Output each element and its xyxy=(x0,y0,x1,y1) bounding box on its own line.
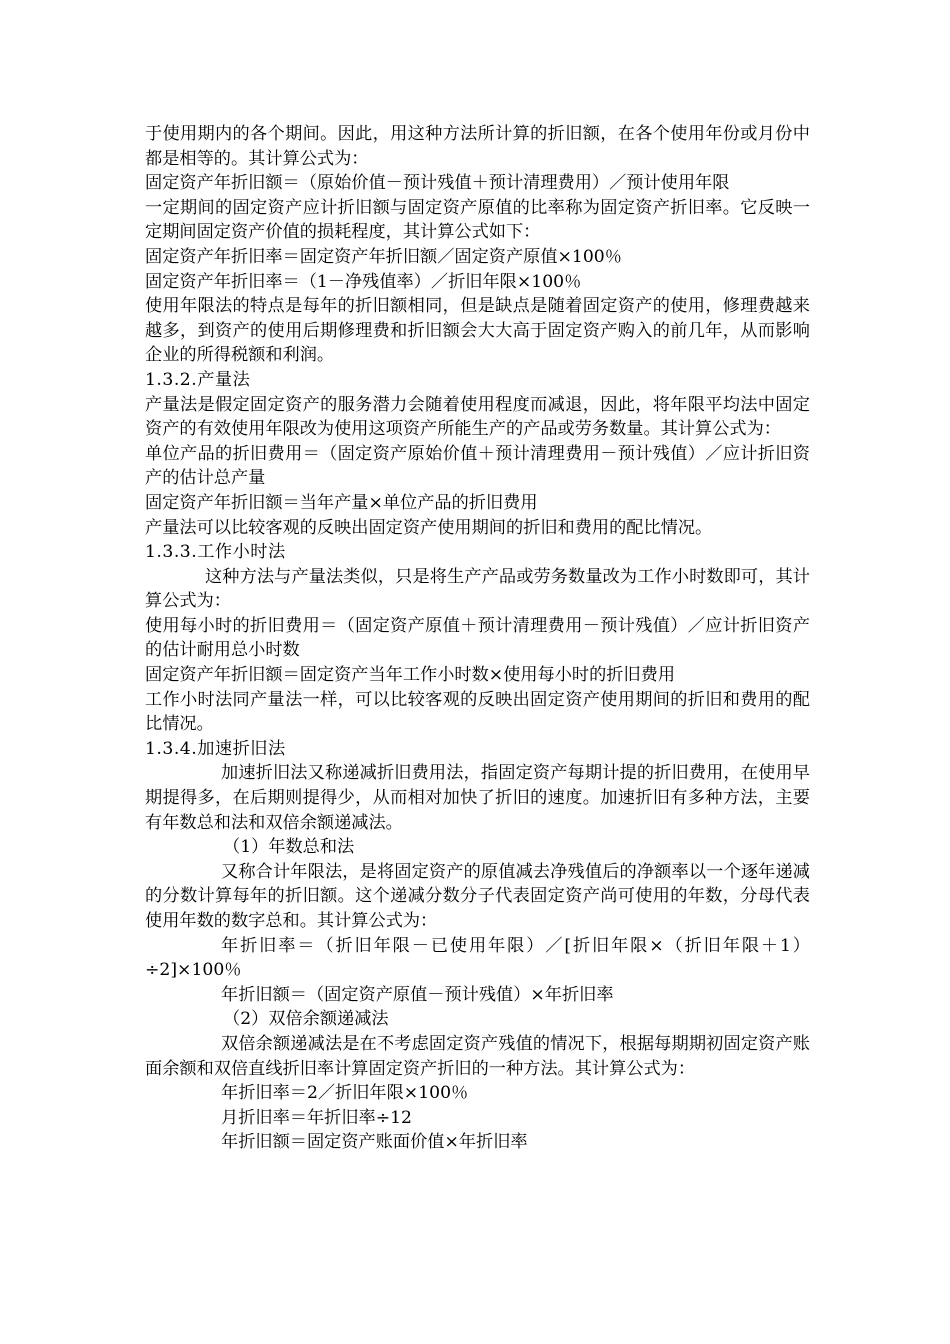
paragraph: 产量法可以比较客观的反映出固定资产使用期间的折旧和费用的配比情况。 xyxy=(145,517,713,538)
subsection-heading: （2）双倍余额递减法 xyxy=(223,1009,389,1030)
formula-line: 固定资产年折旧率＝（1－净残值率）／折旧年限×100％ xyxy=(145,271,582,292)
section-heading: 1.3.2.产量法 xyxy=(145,369,251,390)
paragraph: 一定期间的固定资产应计折旧额与固定资产原值的比率称为固定资产折旧率。它反映一定期间固定资产价值的损耗程度，其计算公式如下： xyxy=(145,197,810,243)
formula-line: 固定资产年折旧额＝（原始价值－预计残值＋预计清理费用）／预计使用年限 xyxy=(145,173,730,194)
paragraph: 工作小时法同产量法一样，可以比较客观的反映出固定资产使用期间的折旧和费用的配比情况。 xyxy=(145,689,810,735)
formula-line: 使用每小时的折旧费用＝（固定资产原值＋预计清理费用－预计残值）／应计折旧资产的估计耐用总小时数 xyxy=(145,615,810,661)
formula-line: 固定资产年折旧额＝固定资产当年工作小时数×使用每小时的折旧费用 xyxy=(145,665,676,686)
formula-line: 月折旧率＝年折旧率÷12 xyxy=(221,1107,412,1128)
paragraph: 于使用期内的各个期间。因此，用这种方法所计算的折旧额，在各个使用年份或月份中都是相等的。其计算公式为： xyxy=(145,124,810,169)
paragraph: 双倍余额递减法是在不考虑固定资产残值的情况下，根据每期期初固定资产账面余额和双倍直线折旧率计算固定资产折旧的一种方法。其计算公式为： xyxy=(145,1033,810,1079)
formula-line: 年折旧率＝（折旧年限－已使用年限）／[折旧年限×（折旧年限＋1）÷2]×100％ xyxy=(145,935,810,981)
paragraph: 产量法是假定固定资产的服务潜力会随着使用程度而减退，因此，将年限平均法中固定资产的有效使用年限改为使用这项资产所能生产的产品或劳务数量。其计算公式为： xyxy=(145,394,810,440)
document-page xyxy=(145,122,810,1155)
subsection-heading: （1）年数总和法 xyxy=(223,837,355,858)
section-heading: 1.3.3.工作小时法 xyxy=(145,542,286,563)
section-heading: 1.3.4.加速折旧法 xyxy=(145,738,286,759)
paragraph: 又称合计年限法，是将固定资产的原值减去净残值后的净额率以一个逐年递减的分数计算每年的折旧额。这个递减分数分子代表固定资产尚可使用的年数，分母代表使用年数的数字总和。其计算公式为： xyxy=(145,861,810,931)
paragraph: 这种方法与产量法类似，只是将生产产品或劳务数量改为工作小时数即可，其计算公式为： xyxy=(145,566,810,612)
formula-line: 年折旧额＝固定资产账面价值×年折旧率 xyxy=(221,1132,528,1153)
formula-line: 年折旧率＝2／折旧年限×100％ xyxy=(221,1083,469,1104)
formula-line: 单位产品的折旧费用＝（固定资产原始价值＋预计清理费用－预计残值）／应计折旧资产的估计总产量 xyxy=(145,443,810,489)
paragraph: 使用年限法的特点是每年的折旧额相同，但是缺点是随着固定资产的使用，修理费越来越多，到资产的使用后期修理费和折旧额会大大高于固定资产购入的前几年，从而影响企业的所得税额和利润。 xyxy=(145,296,810,366)
formula-line: 年折旧额＝（固定资产原值－预计残值）×年折旧率 xyxy=(221,984,614,1005)
paragraph: 加速折旧法又称递减折旧费用法，指固定资产每期计提的折旧费用，在使用早期提得多，在后期则提得少，从而相对加快了折旧的速度。加速折旧有多种方法，主要有年数总和法和双倍余额递减法。 xyxy=(145,763,810,833)
formula-line: 固定资产年折旧率＝固定资产年折旧额／固定资产原值×100％ xyxy=(145,246,622,267)
formula-line: 固定资产年折旧额＝当年产量×单位产品的折旧费用 xyxy=(145,492,538,513)
